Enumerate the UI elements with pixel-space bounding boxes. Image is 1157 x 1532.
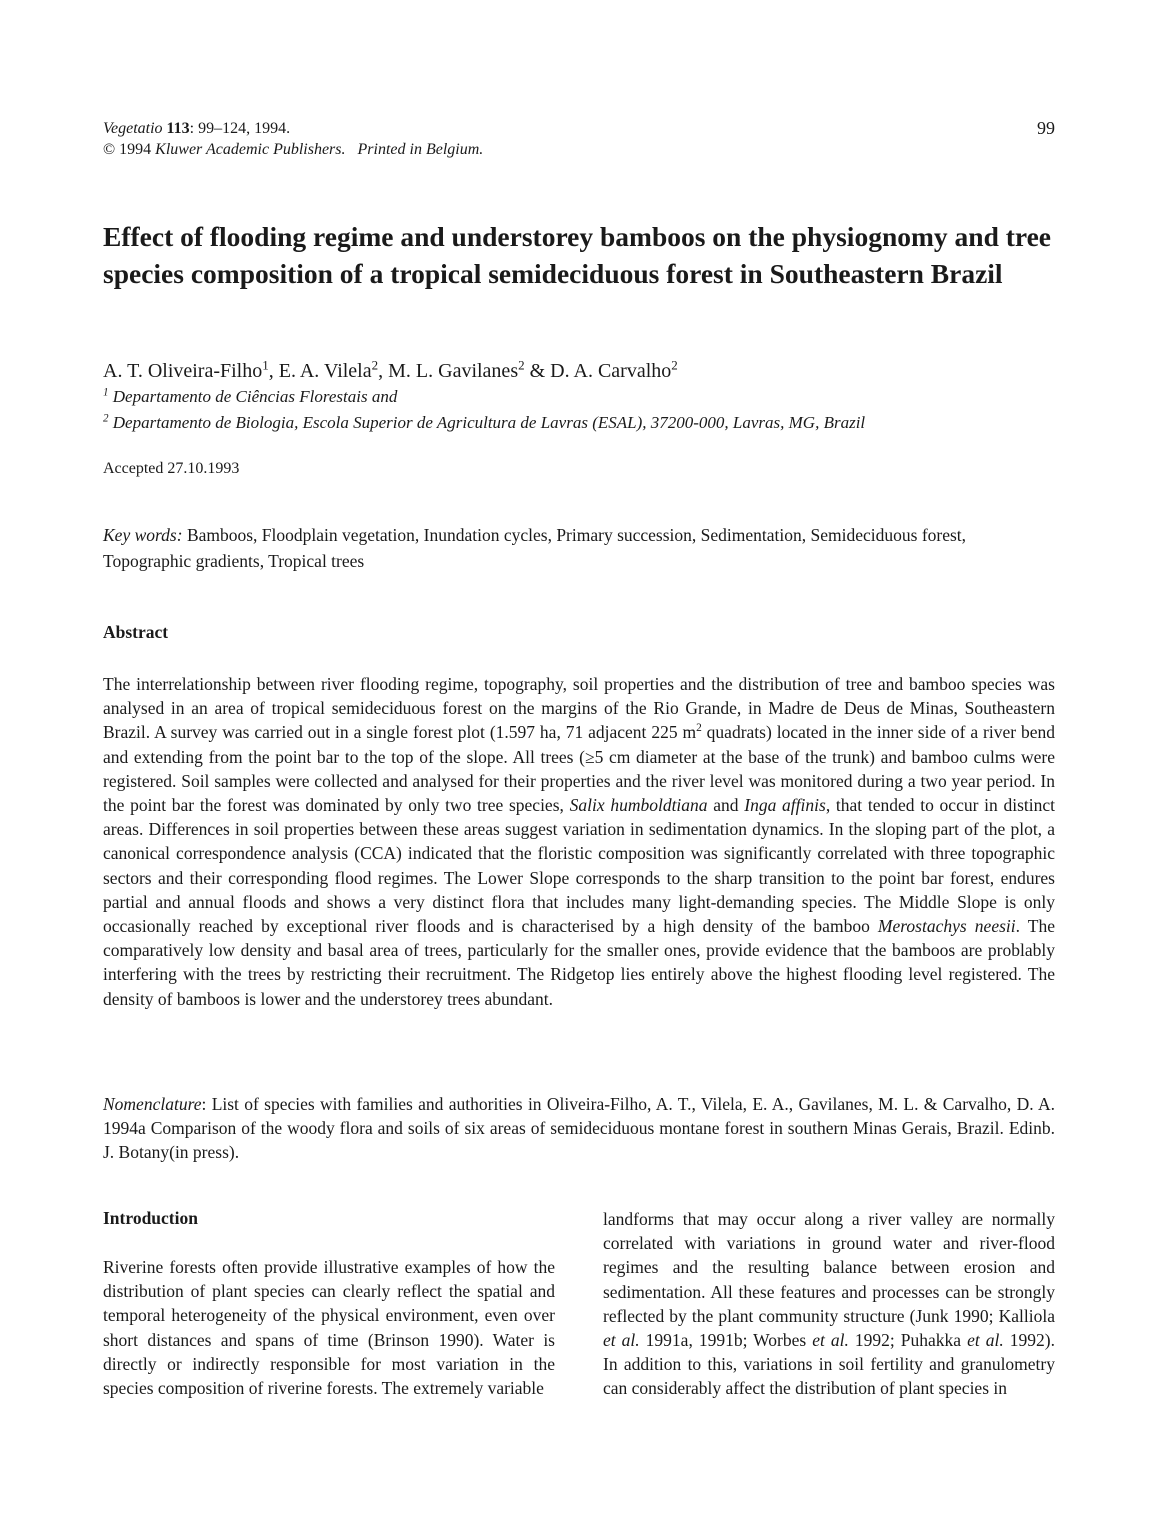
accepted-date: Accepted 27.10.1993: [103, 460, 240, 477]
copyright-line: © 1994 Kluwer Academic Publishers. Printed in Belgium.: [103, 141, 484, 158]
keywords: Key words: Bamboos, Floodplain vegetation, Inundation cycles, Primary succession, Sedimentation, Semideciduous forest, Topographic gradients, Tropical trees: [103, 525, 967, 571]
introduction-column-right: landforms that may occur along a river valley are normally correlated with variations in ground water and river-flood regimes and the resulting balance between erosion and sedimentation. All these features and processes can be strongly reflected by the plant community structure (Junk 1990; Kalliola et al. 1991a, 1991b; Worbes et al. 1992; Puhakka et al. 1992). In addition to this, variations in soil fertility and granulometry can considerably affect the distribution of plant species in: [603, 1209, 1055, 1399]
introduction-column-left: Riverine forests often provide illustrative examples of how the distribution of plant species can clearly reflect the spatial and temporal heterogeneity of the physical environment, even over short distances and spans of time (Brinson 1990). Water is directly or indirectly responsible for most variation in the species composition of riverine forests. The extremely variable: [103, 1257, 555, 1399]
author-list: [103, 358, 678, 384]
introduction-heading: Introduction: [103, 1208, 198, 1228]
page-number: 99: [1037, 118, 1055, 138]
author: E. A. Vilela$^2$,: [278, 357, 389, 382]
affiliation-2: $^2$ Departamento de Biologia, Escola Superior de Agricultura de Lavras (ESAL), 37200-000, Lavras, MG, Brazil: [103, 412, 866, 432]
author: A. T. Oliveira-Filho$^1$,: [103, 357, 279, 382]
journal-citation: Vegetatio 113: 99–124, 1994.: [103, 120, 291, 137]
abstract-heading: Abstract: [103, 622, 169, 642]
affiliation-1: $^1$ Departamento de Ciências Florestais and: [103, 386, 398, 406]
nomenclature-note: Nomenclature: List of species with families and authorities in Oliveira-Filho, A. T., Vilela, E. A., Gavilanes, M. L. & Carvalho, D. A. 1994a Comparison of the woody flora and soils of six areas of semideciduous montane forest in southern Minas Gerais, Brazil. Edinb. J. Botany(in press).: [103, 1094, 1055, 1163]
author: M. L. Gavilanes$^2$ &: [388, 357, 551, 382]
article-title: Effect of flooding regime and understorey bamboos on the physiognomy and tree species composition of a tropical semideciduous forest in Southeastern Brazil: [103, 221, 1052, 289]
author: D. A. Carvalho$^2$: [550, 357, 678, 382]
abstract-text: The interrelationship between river flooding regime, topography, soil properties and the distribution of tree and bamboo species was analysed in an area of tropical semideciduous forest on the margins of the Rio Grande, in Madre de Deus de Minas, Southeastern Brazil. A survey was carried out in a single forest plot (1.597 ha, 71 adjacent 225 $m^2$ quadrats) located in the inner side of a river bend and extending from the point bar to the top of the slope. All trees (≥5 cm diameter at the base of the trunk) and bamboo culms were registered. Soil samples were collected and analysed for their properties and the river level was monitored during a two year period. In the point bar the forest was dominated by only two tree species, Salix humboldtiana and Inga affinis, that tended to occur in distinct areas. Differences in soil properties between these areas suggest variation in sedimentation dynamics. In the sloping part of the plot, a canonical correspondence analysis (CCA) indicated that the floristic composition was significantly correlated with three topographic sectors and their corresponding flood regimes. The Lower Slope corresponds to the sharp transition to the point bar forest, endures partial and annual floods and shows a very distinct flora that includes many light-demanding species. The Middle Slope is only occasionally reached by exceptional river floods and is characterised by a high density of the bamboo Merostachys neesii. The comparatively low density and basal area of trees, particularly for the smaller ones, provide evidence that the bamboos are problably interfering with the trees by restricting their recruitment. The Ridgetop lies entirely above the highest flooding level registered. The density of bamboos is lower and the understorey trees abundant.: [103, 674, 1055, 1009]
journal-header: [103, 118, 483, 160]
